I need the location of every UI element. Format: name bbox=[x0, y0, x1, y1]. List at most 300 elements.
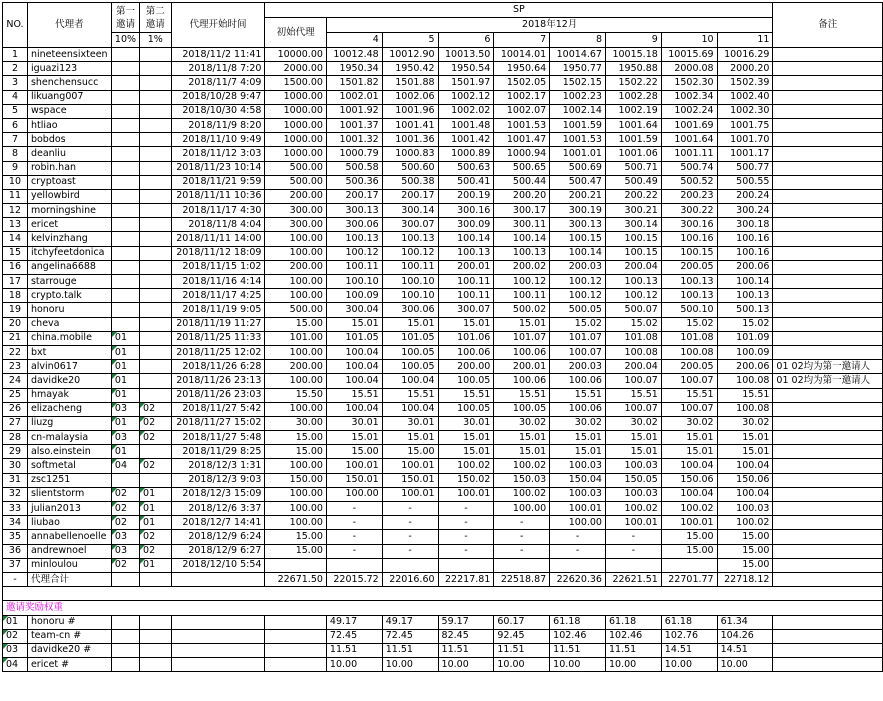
header-second-invite-pct: 1% bbox=[140, 33, 171, 48]
reward-weight-value: 10.00 bbox=[605, 658, 661, 672]
start-time: 2018/10/30 4:58 bbox=[171, 104, 265, 118]
daily-sp-value: 100.10 bbox=[382, 289, 438, 303]
start-time: 2018/11/17 4:25 bbox=[171, 289, 265, 303]
initial-agent-value: 15.00 bbox=[265, 431, 327, 445]
agent-name: annabellenoelle bbox=[27, 530, 111, 544]
initial-agent-value: 150.00 bbox=[265, 473, 327, 487]
second-invite-code bbox=[140, 62, 171, 76]
reward-weight-value: 14.51 bbox=[661, 643, 717, 657]
daily-sp-value: - bbox=[382, 544, 438, 558]
agent-name: slientstorm bbox=[27, 487, 111, 501]
daily-sp-value: 100.00 bbox=[494, 502, 550, 516]
second-invite-code bbox=[140, 218, 171, 232]
reward-weight-value: 11.51 bbox=[382, 643, 438, 657]
start-time: 2018/11/16 4:14 bbox=[171, 275, 265, 289]
daily-sp-value: 100.04 bbox=[326, 374, 382, 388]
daily-sp-value: 500.52 bbox=[661, 175, 717, 189]
second-invite-code bbox=[140, 161, 171, 175]
daily-sp-value: 1001.06 bbox=[605, 147, 661, 161]
header-first-invite: 第一邀请 bbox=[111, 3, 139, 33]
daily-sp-value: 15.01 bbox=[661, 431, 717, 445]
agent-name: likuang007 bbox=[27, 90, 111, 104]
daily-sp-value: 15.00 bbox=[661, 544, 717, 558]
total-value: 22718.12 bbox=[717, 572, 773, 586]
agent-name: deanliu bbox=[27, 147, 111, 161]
reward-weight-value: 60.17 bbox=[494, 615, 550, 629]
daily-sp-value: 100.16 bbox=[661, 232, 717, 246]
daily-sp-value: 100.13 bbox=[661, 275, 717, 289]
agent-name: bobdos bbox=[27, 133, 111, 147]
daily-sp-value: 1002.40 bbox=[717, 90, 773, 104]
note bbox=[773, 246, 883, 260]
second-invite-code: 02 bbox=[140, 402, 171, 416]
agent-name: ericet bbox=[27, 218, 111, 232]
first-invite-code bbox=[111, 473, 139, 487]
row-no: 10 bbox=[3, 175, 28, 189]
daily-sp-value: 100.10 bbox=[382, 275, 438, 289]
daily-sp-value: 100.03 bbox=[550, 487, 606, 501]
daily-sp-value: - bbox=[438, 502, 494, 516]
daily-sp-value: 30.02 bbox=[717, 416, 773, 430]
second-invite-code bbox=[140, 317, 171, 331]
start-time: 2018/11/27 5:48 bbox=[171, 431, 265, 445]
daily-sp-value: 15.01 bbox=[661, 445, 717, 459]
note bbox=[773, 345, 883, 359]
note bbox=[773, 104, 883, 118]
start-time: 2018/12/9 6:24 bbox=[171, 530, 265, 544]
start-time: 2018/11/26 23:03 bbox=[171, 388, 265, 402]
daily-sp-value: 15.01 bbox=[326, 431, 382, 445]
empty-cell bbox=[140, 629, 171, 643]
reward-weight-value: 11.51 bbox=[326, 643, 382, 657]
blank-row bbox=[3, 587, 883, 601]
empty-cell bbox=[111, 615, 139, 629]
daily-sp-value: 300.09 bbox=[438, 218, 494, 232]
first-invite-code bbox=[111, 90, 139, 104]
empty-cell bbox=[140, 658, 171, 672]
reward-name: ericet # bbox=[27, 658, 111, 672]
row-no: 13 bbox=[3, 218, 28, 232]
row-no: 14 bbox=[3, 232, 28, 246]
daily-sp-value: 200.23 bbox=[661, 189, 717, 203]
daily-sp-value: 1002.28 bbox=[605, 90, 661, 104]
daily-sp-value: 100.14 bbox=[494, 232, 550, 246]
second-invite-code bbox=[140, 331, 171, 345]
note bbox=[773, 459, 883, 473]
initial-agent-value: 15.00 bbox=[265, 317, 327, 331]
daily-sp-value: 100.10 bbox=[326, 275, 382, 289]
empty-cell bbox=[171, 643, 265, 657]
empty-cell bbox=[140, 643, 171, 657]
start-time: 2018/11/26 23:13 bbox=[171, 374, 265, 388]
daily-sp-value: - bbox=[326, 502, 382, 516]
header-day: 4 bbox=[326, 33, 382, 48]
daily-sp-value: - bbox=[438, 544, 494, 558]
table-row bbox=[3, 431, 883, 445]
agent-name: starrouge bbox=[27, 275, 111, 289]
note bbox=[773, 118, 883, 132]
reward-code: 02 bbox=[3, 629, 28, 643]
daily-sp-value: 30.02 bbox=[661, 416, 717, 430]
daily-sp-value: - bbox=[605, 544, 661, 558]
table-row bbox=[3, 133, 883, 147]
row-no: 25 bbox=[3, 388, 28, 402]
daily-sp-value: 300.21 bbox=[605, 204, 661, 218]
daily-sp-value: 300.22 bbox=[661, 204, 717, 218]
second-invite-code bbox=[140, 133, 171, 147]
daily-sp-value: 15.51 bbox=[605, 388, 661, 402]
daily-sp-value: 10016.29 bbox=[717, 48, 773, 62]
reward-weight-value: 102.46 bbox=[605, 629, 661, 643]
daily-sp-value: 500.10 bbox=[661, 303, 717, 317]
daily-sp-value: 150.03 bbox=[494, 473, 550, 487]
initial-agent-value: 500.00 bbox=[265, 175, 327, 189]
daily-sp-value: 100.04 bbox=[661, 459, 717, 473]
row-no: 16 bbox=[3, 260, 28, 274]
initial-agent-value: 1000.00 bbox=[265, 147, 327, 161]
reward-weight-value: 92.45 bbox=[494, 629, 550, 643]
daily-sp-value: 100.01 bbox=[326, 459, 382, 473]
daily-sp-value: 500.74 bbox=[661, 161, 717, 175]
header-start-time: 代理开始时间 bbox=[171, 3, 265, 48]
daily-sp-value: 15.01 bbox=[326, 317, 382, 331]
daily-sp-value: 500.65 bbox=[494, 161, 550, 175]
daily-sp-value: 100.04 bbox=[661, 487, 717, 501]
empty-cell bbox=[265, 629, 327, 643]
daily-sp-value: - bbox=[494, 516, 550, 530]
agent-name: hmayak bbox=[27, 388, 111, 402]
agent-name: crypto.talk bbox=[27, 289, 111, 303]
second-invite-code: 01 bbox=[140, 502, 171, 516]
daily-sp-value: 100.04 bbox=[326, 360, 382, 374]
reward-weight-value: 49.17 bbox=[382, 615, 438, 629]
row-no: 22 bbox=[3, 345, 28, 359]
row-no: 21 bbox=[3, 331, 28, 345]
row-no: 18 bbox=[3, 289, 28, 303]
daily-sp-value: 101.05 bbox=[382, 331, 438, 345]
start-time: 2018/11/27 5:42 bbox=[171, 402, 265, 416]
start-time: 2018/11/21 9:59 bbox=[171, 175, 265, 189]
daily-sp-value: 1502.05 bbox=[494, 76, 550, 90]
note bbox=[773, 402, 883, 416]
initial-agent-value: 30.00 bbox=[265, 416, 327, 430]
start-time: 2018/12/3 15:09 bbox=[171, 487, 265, 501]
daily-sp-value bbox=[550, 558, 606, 572]
second-invite-code bbox=[140, 260, 171, 274]
table-row bbox=[3, 76, 883, 90]
daily-sp-value: 101.07 bbox=[550, 331, 606, 345]
total-value: 22217.81 bbox=[438, 572, 494, 586]
daily-sp-value: 15.01 bbox=[382, 431, 438, 445]
daily-sp-value: 1001.53 bbox=[550, 133, 606, 147]
start-time: 2018/11/27 15:02 bbox=[171, 416, 265, 430]
second-invite-code bbox=[140, 303, 171, 317]
note bbox=[773, 48, 883, 62]
table-row bbox=[3, 445, 883, 459]
initial-agent-value: 100.00 bbox=[265, 345, 327, 359]
daily-sp-value: 1501.88 bbox=[382, 76, 438, 90]
agent-name: andrewnoel bbox=[27, 544, 111, 558]
reward-weight-value: 102.76 bbox=[661, 629, 717, 643]
note bbox=[773, 76, 883, 90]
daily-sp-value bbox=[326, 558, 382, 572]
note bbox=[773, 487, 883, 501]
first-invite-code bbox=[111, 246, 139, 260]
daily-sp-value: 200.04 bbox=[605, 260, 661, 274]
daily-sp-value: 15.02 bbox=[717, 317, 773, 331]
daily-sp-value: 100.03 bbox=[605, 459, 661, 473]
first-invite-code bbox=[111, 289, 139, 303]
second-invite-code bbox=[140, 232, 171, 246]
daily-sp-value: 150.05 bbox=[605, 473, 661, 487]
reward-weight-value: 10.00 bbox=[717, 658, 773, 672]
daily-sp-value: 100.05 bbox=[382, 360, 438, 374]
daily-sp-value: 200.01 bbox=[438, 260, 494, 274]
second-invite-code bbox=[140, 289, 171, 303]
daily-sp-value: 100.13 bbox=[382, 232, 438, 246]
table-row bbox=[3, 303, 883, 317]
first-invite-code bbox=[111, 48, 139, 62]
note: 01 02均为第一邀请人 bbox=[773, 374, 883, 388]
start-time: 2018/11/12 18:09 bbox=[171, 246, 265, 260]
daily-sp-value: 10015.69 bbox=[661, 48, 717, 62]
agent-name: iguazi123 bbox=[27, 62, 111, 76]
daily-sp-value: 15.01 bbox=[717, 431, 773, 445]
start-time: 2018/12/6 3:37 bbox=[171, 502, 265, 516]
row-no: 36 bbox=[3, 544, 28, 558]
reward-weight-value: 61.18 bbox=[661, 615, 717, 629]
daily-sp-value: 500.71 bbox=[605, 161, 661, 175]
daily-sp-value: 100.06 bbox=[494, 374, 550, 388]
start-time: 2018/11/25 12:02 bbox=[171, 345, 265, 359]
daily-sp-value: 100.11 bbox=[438, 289, 494, 303]
daily-sp-value: 100.13 bbox=[605, 275, 661, 289]
initial-agent-value: 100.00 bbox=[265, 232, 327, 246]
first-invite-code: 03 bbox=[111, 431, 139, 445]
agent-name: wspace bbox=[27, 104, 111, 118]
daily-sp-value: 100.03 bbox=[550, 459, 606, 473]
start-time: 2018/12/7 14:41 bbox=[171, 516, 265, 530]
table-row bbox=[3, 530, 883, 544]
daily-sp-value: 100.04 bbox=[382, 402, 438, 416]
daily-sp-value: 1001.59 bbox=[550, 118, 606, 132]
agent-name: bxt bbox=[27, 345, 111, 359]
start-time: 2018/12/10 5:54 bbox=[171, 558, 265, 572]
daily-sp-value: 100.11 bbox=[382, 260, 438, 274]
daily-sp-value: - bbox=[494, 530, 550, 544]
first-invite-code: 01 bbox=[111, 345, 139, 359]
reward-weight-value: 102.46 bbox=[550, 629, 606, 643]
table-row bbox=[3, 544, 883, 558]
header-day: 7 bbox=[494, 33, 550, 48]
first-invite-code: 01 bbox=[111, 331, 139, 345]
daily-sp-value: 300.18 bbox=[717, 218, 773, 232]
note bbox=[773, 147, 883, 161]
daily-sp-value: 101.05 bbox=[326, 331, 382, 345]
table-row bbox=[3, 402, 883, 416]
initial-agent-value: 1000.00 bbox=[265, 90, 327, 104]
note bbox=[773, 218, 883, 232]
note bbox=[773, 161, 883, 175]
daily-sp-value: 2000.08 bbox=[661, 62, 717, 76]
daily-sp-value: 100.08 bbox=[717, 402, 773, 416]
header-no: NO. bbox=[3, 3, 28, 48]
note bbox=[773, 303, 883, 317]
table-row bbox=[3, 558, 883, 572]
start-time: 2018/10/28 9:47 bbox=[171, 90, 265, 104]
daily-sp-value: 10014.01 bbox=[494, 48, 550, 62]
daily-sp-value: 101.06 bbox=[438, 331, 494, 345]
empty-cell bbox=[140, 615, 171, 629]
daily-sp-value: 100.02 bbox=[717, 516, 773, 530]
first-invite-code bbox=[111, 104, 139, 118]
agent-name: shenchensucc bbox=[27, 76, 111, 90]
daily-sp-value: 100.07 bbox=[605, 374, 661, 388]
daily-sp-value: 500.44 bbox=[494, 175, 550, 189]
daily-sp-value: 15.00 bbox=[326, 445, 382, 459]
daily-sp-value: 100.01 bbox=[382, 459, 438, 473]
note bbox=[773, 431, 883, 445]
empty-cell bbox=[171, 658, 265, 672]
daily-sp-value: - bbox=[550, 530, 606, 544]
daily-sp-value: 1002.02 bbox=[438, 104, 494, 118]
daily-sp-value: 500.58 bbox=[326, 161, 382, 175]
second-invite-code bbox=[140, 204, 171, 218]
row-no: 33 bbox=[3, 502, 28, 516]
first-invite-code bbox=[111, 175, 139, 189]
daily-sp-value bbox=[494, 558, 550, 572]
start-time: 2018/11/26 6:28 bbox=[171, 360, 265, 374]
daily-sp-value: 15.00 bbox=[717, 558, 773, 572]
daily-sp-value: 1002.30 bbox=[717, 104, 773, 118]
second-invite-code: 01 bbox=[140, 516, 171, 530]
daily-sp-value: 100.07 bbox=[605, 402, 661, 416]
row-no: 2 bbox=[3, 62, 28, 76]
daily-sp-value: 15.01 bbox=[550, 431, 606, 445]
agent-rows bbox=[3, 48, 883, 573]
daily-sp-value: 300.16 bbox=[661, 218, 717, 232]
daily-sp-value: 1950.34 bbox=[326, 62, 382, 76]
first-invite-code bbox=[111, 303, 139, 317]
second-invite-code bbox=[140, 104, 171, 118]
daily-sp-value: 500.49 bbox=[605, 175, 661, 189]
daily-sp-value: 200.05 bbox=[661, 260, 717, 274]
initial-agent-value: 100.00 bbox=[265, 502, 327, 516]
daily-sp-value: 15.00 bbox=[382, 445, 438, 459]
agent-table bbox=[2, 2, 883, 672]
table-row bbox=[3, 459, 883, 473]
first-invite-code bbox=[111, 204, 139, 218]
first-invite-code bbox=[111, 317, 139, 331]
daily-sp-value: - bbox=[326, 530, 382, 544]
daily-sp-value: 100.05 bbox=[382, 345, 438, 359]
agent-name: itchyfeetdonica bbox=[27, 246, 111, 260]
first-invite-code: 03 bbox=[111, 544, 139, 558]
start-time: 2018/11/7 4:09 bbox=[171, 76, 265, 90]
second-invite-code bbox=[140, 90, 171, 104]
row-no: 5 bbox=[3, 104, 28, 118]
start-time: 2018/11/29 8:25 bbox=[171, 445, 265, 459]
daily-sp-value: 100.02 bbox=[494, 487, 550, 501]
daily-sp-value: 1002.01 bbox=[326, 90, 382, 104]
total-value: 22621.51 bbox=[605, 572, 661, 586]
table-row bbox=[3, 416, 883, 430]
row-no: 3 bbox=[3, 76, 28, 90]
agent-name: cn-malaysia bbox=[27, 431, 111, 445]
total-label: 代理合计 bbox=[27, 572, 111, 586]
row-no: 37 bbox=[3, 558, 28, 572]
daily-sp-value: 100.03 bbox=[605, 487, 661, 501]
daily-sp-value: 500.41 bbox=[438, 175, 494, 189]
reward-section-title: 邀请奖励权重 bbox=[3, 601, 140, 615]
daily-sp-value: 200.17 bbox=[326, 189, 382, 203]
empty-cell bbox=[111, 629, 139, 643]
daily-sp-value: 1001.42 bbox=[438, 133, 494, 147]
table-row bbox=[3, 388, 883, 402]
daily-sp-value: 500.60 bbox=[382, 161, 438, 175]
initial-agent-value: 10000.00 bbox=[265, 48, 327, 62]
header-day: 6 bbox=[438, 33, 494, 48]
row-no: 31 bbox=[3, 473, 28, 487]
second-invite-code: 02 bbox=[140, 544, 171, 558]
table-row bbox=[3, 90, 883, 104]
daily-sp-value: 100.01 bbox=[661, 516, 717, 530]
agent-name: angelina6688 bbox=[27, 260, 111, 274]
agent-name: also.einstein bbox=[27, 445, 111, 459]
daily-sp-value: 15.51 bbox=[550, 388, 606, 402]
agent-name: kelvinzhang bbox=[27, 232, 111, 246]
daily-sp-value: 15.00 bbox=[661, 530, 717, 544]
agent-name: robin.han bbox=[27, 161, 111, 175]
daily-sp-value: 300.19 bbox=[550, 204, 606, 218]
agent-name: julian2013 bbox=[27, 502, 111, 516]
daily-sp-value: 100.04 bbox=[326, 345, 382, 359]
initial-agent-value: 300.00 bbox=[265, 218, 327, 232]
second-invite-code bbox=[140, 445, 171, 459]
daily-sp-value: 200.19 bbox=[438, 189, 494, 203]
table-row bbox=[3, 317, 883, 331]
first-invite-code bbox=[111, 76, 139, 90]
agent-name: minloulou bbox=[27, 558, 111, 572]
daily-sp-value: - bbox=[438, 516, 494, 530]
daily-sp-value: 100.12 bbox=[550, 289, 606, 303]
empty-cell bbox=[171, 629, 265, 643]
second-invite-code: 02 bbox=[140, 459, 171, 473]
initial-agent-value: 15.00 bbox=[265, 530, 327, 544]
first-invite-code: 01 bbox=[111, 374, 139, 388]
note bbox=[773, 317, 883, 331]
table-row bbox=[3, 175, 883, 189]
start-time: 2018/11/11 14:00 bbox=[171, 232, 265, 246]
agent-name: softmetal bbox=[27, 459, 111, 473]
daily-sp-value: 150.04 bbox=[550, 473, 606, 487]
daily-sp-value: 1000.79 bbox=[326, 147, 382, 161]
header-day: 10 bbox=[661, 33, 717, 48]
reward-row bbox=[3, 615, 883, 629]
header-first-invite-pct: 10% bbox=[111, 33, 139, 48]
agent-name: davidke20 bbox=[27, 374, 111, 388]
reward-weight-value: 72.45 bbox=[326, 629, 382, 643]
daily-sp-value: 1001.96 bbox=[382, 104, 438, 118]
daily-sp-value: 300.17 bbox=[494, 204, 550, 218]
second-invite-code: 02 bbox=[140, 431, 171, 445]
note bbox=[773, 530, 883, 544]
daily-sp-value: 1001.36 bbox=[382, 133, 438, 147]
daily-sp-value: 100.01 bbox=[382, 487, 438, 501]
note bbox=[773, 275, 883, 289]
agent-name: morningshine bbox=[27, 204, 111, 218]
daily-sp-value: 15.01 bbox=[494, 445, 550, 459]
